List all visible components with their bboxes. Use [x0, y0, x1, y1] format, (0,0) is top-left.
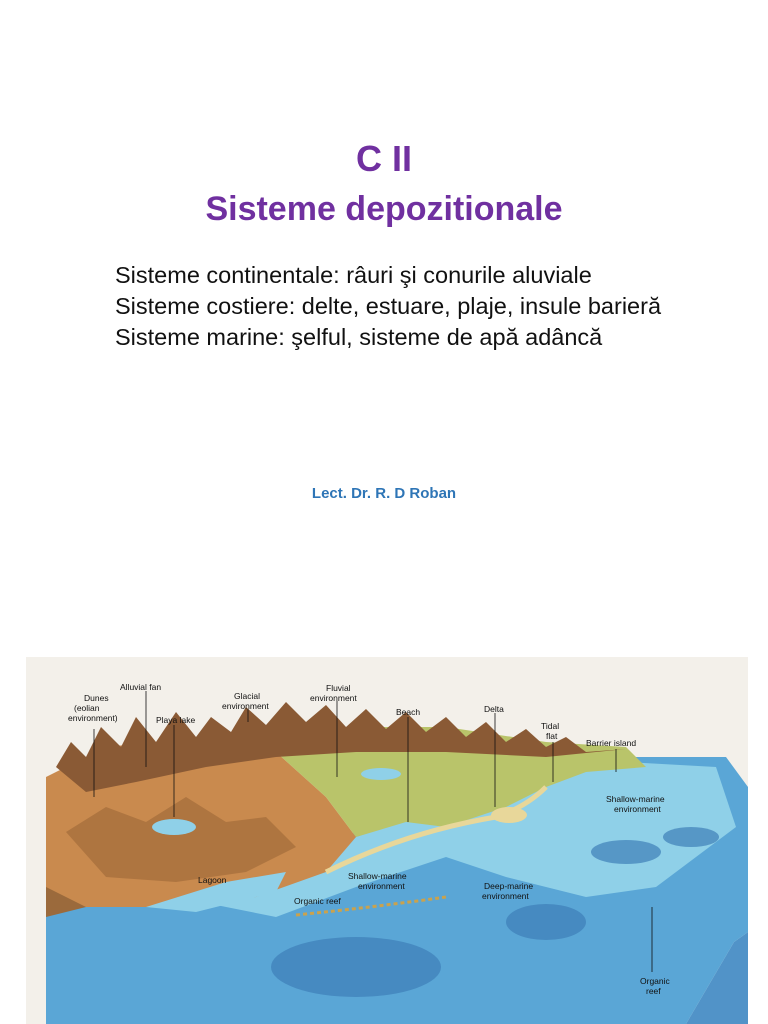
label-barrier-island: Barrier island: [586, 738, 637, 748]
delta-shape: [491, 807, 527, 823]
submarine-fan-1: [271, 937, 441, 997]
label-organic-reef-center: Organic reef: [294, 896, 341, 906]
submarine-fan-3: [591, 840, 661, 864]
bullet-list: [115, 262, 675, 355]
bullet-marine: Sisteme marine: şelful, sisteme de apă adâncă: [115, 324, 603, 350]
playa-lake-shape: [152, 819, 196, 835]
label-deep-marine: Deep-marine environment: [482, 881, 534, 901]
label-playa-lake: Playa lake: [156, 715, 196, 725]
slide-title-code: C II: [355, 138, 412, 179]
author-credit: Lect. Dr. R. D Roban: [311, 485, 457, 502]
label-beach: Beach: [396, 707, 421, 717]
bullet-continental: Sisteme continentale: râuri şi conurile aluviale: [115, 262, 592, 288]
label-delta: Delta: [484, 704, 504, 714]
submarine-fan-2: [506, 904, 586, 940]
label-fluvial: Fluvial environment: [310, 683, 357, 703]
label-glacial: Glacial environment: [222, 691, 269, 711]
label-organic-reef-right: Organic reef: [640, 976, 670, 996]
slide-title: Sisteme depozitionale: [205, 190, 563, 228]
bullet-coastal: Sisteme costiere: delte, estuare, plaje, insule barieră: [115, 293, 662, 319]
label-tidal-flat: Tidal flat: [541, 721, 560, 741]
label-lagoon: Lagoon: [198, 875, 227, 885]
submarine-fan-4: [663, 827, 719, 847]
fluvial-lake-shape: [361, 768, 401, 780]
label-shallow-marine-right: Shallow-marine environment: [606, 794, 665, 814]
label-shallow-marine-center: Shallow-marine environment: [348, 871, 407, 891]
depositional-environments-diagram: [26, 657, 748, 1024]
label-dunes: Dunes (eolian environment): [68, 693, 118, 723]
label-alluvial-fan: Alluvial fan: [120, 682, 162, 692]
